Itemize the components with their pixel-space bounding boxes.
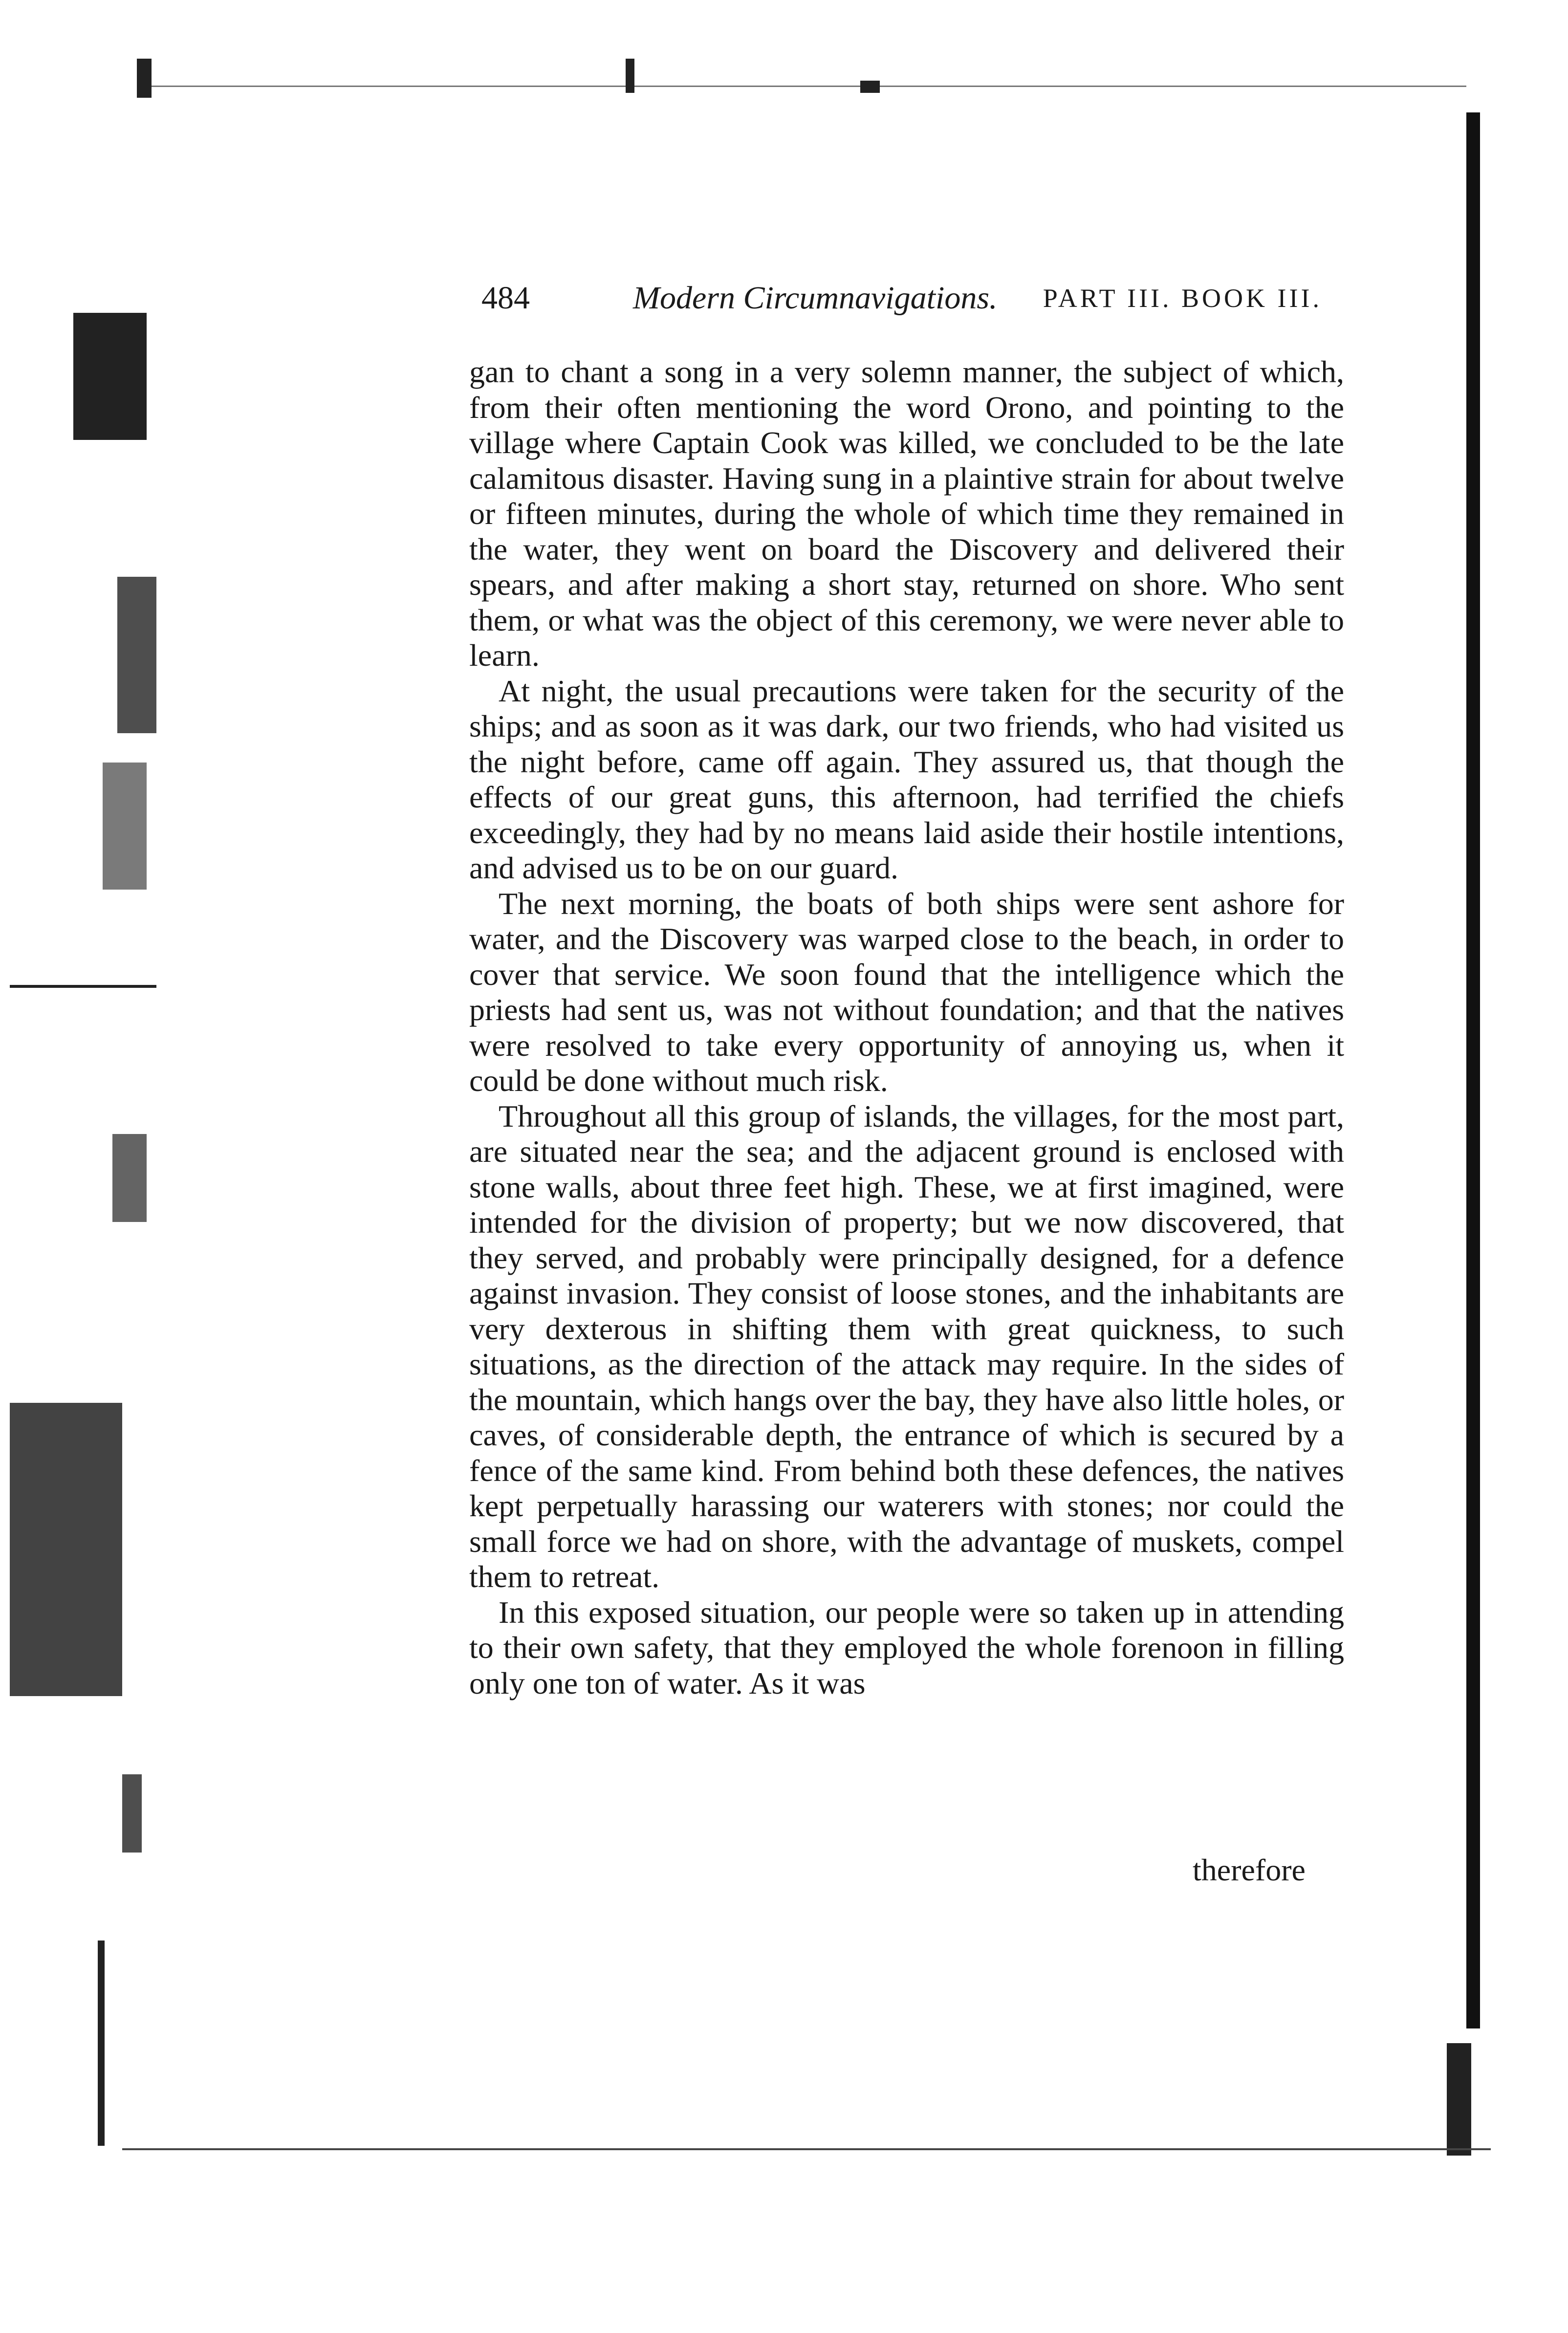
scan-artifact [137, 59, 152, 98]
scan-artifact [10, 1403, 122, 1696]
running-header [481, 274, 1322, 327]
paragraph: At night, the usual precautions were taken for the security of the ships; and as soon as it was dark, our two friends, who had visited us the night before, came off again. They assured us, that though the effects of our great guns, this afternoon, had terrified the chiefs exceedingly, they had by no means laid aside their hostile intentions, and advised us to be on our guard. [469, 673, 1344, 885]
running-title: Modern Circumnavigations. [633, 280, 998, 316]
paragraph: The next morning, the boats of both ships were sent ashore for water, and the Discovery was warped close to the beach, in order to cover that service. We soon found that the intelligence which the priests had sent us, was not without foundation; and that the natives were resolved to take every opportunity of annoying us, when it could be done without much risk. [469, 886, 1344, 1098]
part-book-label: PART III. BOOK III. [1043, 283, 1322, 313]
catchword: therefore [1193, 1853, 1306, 1887]
body-text [469, 354, 1344, 1701]
scan-artifact [112, 1134, 147, 1222]
scan-artifact [1447, 2043, 1471, 2156]
scan-edge-right [1466, 112, 1480, 2028]
page-number: 484 [481, 280, 530, 316]
scan-edge-top [147, 86, 1466, 87]
paragraph: In this exposed situation, our people were so taken up in attending to their own safety, that they employed the whole forenoon in filling only one ton of water. As it was [469, 1594, 1344, 1701]
scan-artifact [103, 763, 147, 890]
scan-artifact [626, 59, 634, 93]
scan-artifact [860, 81, 880, 93]
scan-edge-bottom [122, 2148, 1491, 2150]
paragraph: Throughout all this group of islands, the villages, for the most part, are situated near the sea; and the adjacent ground is enclosed with stone walls, about three feet high. These, we at first imagined, were intended for the division of property; but we now discovered, that they served, and probably were principally designed, for a defence against invasion. They consist of loose stones, and the inhabitants are very dexterous in shifting them with great quickness, to such situations, as the direction of the attack may require. In the sides of the mountain, which hangs over the bay, they have also little holes, or caves, of considerable depth, the entrance of which is secured by a fence of the same kind. From behind both these defences, the natives kept perpetually harassing our waterers with stones; nor could the small force we had on shore, with the advantage of muskets, compel them to retreat. [469, 1098, 1344, 1594]
scan-artifact [122, 1774, 142, 1853]
scan-artifact [98, 1941, 105, 2146]
scan-artifact [10, 985, 156, 988]
scan-artifact [73, 313, 147, 440]
scan-artifact [117, 577, 156, 733]
paragraph: gan to chant a song in a very solemn manner, the subject of which, from their often mentioning the word Orono, and pointing to the village where Captain Cook was killed, we concluded to be the late calamitous disaster. Having sung in a plaintive strain for about twelve or fifteen minutes, during the whole of which time they remained in the water, they went on board the Discovery and delivered their spears, and after making a short stay, returned on shore. Who sent them, or what was the object of this ceremony, we were never able to learn. [469, 354, 1344, 673]
